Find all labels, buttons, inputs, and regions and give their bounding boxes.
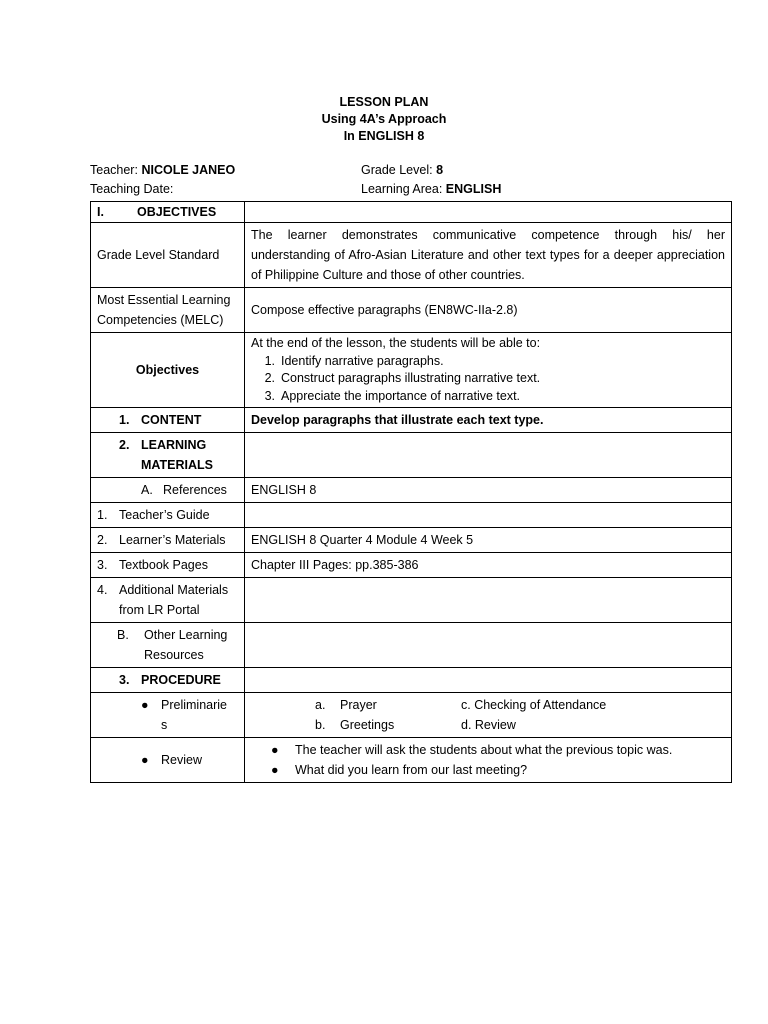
learning-materials-cell bbox=[91, 433, 245, 478]
ref-label: References bbox=[163, 483, 227, 497]
objectives-cell bbox=[245, 333, 732, 408]
grade-level-label: Grade Level: bbox=[361, 163, 433, 177]
preliminaries-cell bbox=[91, 693, 245, 738]
bullet-icon: ● bbox=[141, 753, 149, 767]
tb-num: 3. bbox=[97, 558, 108, 572]
learning-area-label: Learning Area: bbox=[361, 182, 443, 196]
am-label: Additional Materials from LR Portal bbox=[119, 583, 229, 617]
grade-level-line bbox=[361, 163, 443, 177]
ref-num: A. bbox=[141, 483, 153, 497]
list-item: 1. Identify narrative paragraphs. bbox=[264, 353, 444, 368]
textbook-pages-text: Chapter III Pages: pp.385-386 bbox=[245, 553, 732, 578]
list-item: 3. Appreciate the importance of narrative text. bbox=[264, 388, 521, 403]
table-row bbox=[91, 478, 732, 503]
prelim-label: Preliminaries bbox=[161, 698, 227, 732]
table-row bbox=[91, 578, 732, 623]
list-item: 2. Construct paragraphs illustrating narrative text. bbox=[264, 371, 541, 385]
doc-subtitle: Using 4A’s Approach bbox=[321, 112, 447, 126]
table-row bbox=[91, 333, 732, 408]
lmat-label: Learner’s Materials bbox=[119, 533, 226, 547]
teacher-label: Teacher: bbox=[90, 163, 138, 177]
objectives-num: I. bbox=[97, 205, 104, 219]
empty-cell bbox=[245, 668, 732, 693]
teaching-date-label: Teaching Date: bbox=[90, 182, 174, 196]
additional-materials-cell bbox=[91, 578, 245, 623]
table-row bbox=[91, 288, 732, 333]
teacher-line bbox=[90, 163, 235, 177]
tg-label: Teacher’s Guide bbox=[119, 508, 210, 522]
gls-label: Grade Level Standard bbox=[91, 223, 245, 288]
list-item: ● What did you learn from our last meeting? bbox=[271, 763, 528, 777]
list-item: ● The teacher will ask the students about what the previous topic was. bbox=[271, 743, 673, 757]
lmat-num: 2. bbox=[97, 533, 108, 547]
learners-materials-cell bbox=[91, 528, 245, 553]
melc-label: Most Essential Learning Competencies (MELC) bbox=[91, 288, 245, 333]
teachers-guide-cell bbox=[91, 503, 245, 528]
review-items bbox=[245, 738, 732, 783]
tg-num: 1. bbox=[97, 508, 108, 522]
textbook-pages-cell bbox=[91, 553, 245, 578]
doc-subject: In ENGLISH 8 bbox=[343, 129, 425, 143]
table-row bbox=[91, 223, 732, 288]
empty-cell bbox=[245, 578, 732, 623]
learners-materials-text: ENGLISH 8 Quarter 4 Module 4 Week 5 bbox=[245, 528, 732, 553]
objective-item: Appreciate the importance of narrative text. bbox=[281, 388, 521, 403]
table-row bbox=[91, 553, 732, 578]
content-label-cell bbox=[91, 408, 245, 433]
proc-label: PROCEDURE bbox=[141, 673, 221, 687]
objective-item: Construct paragraphs illustrating narrative text. bbox=[281, 371, 541, 385]
teacher-value: NICOLE JANEO bbox=[141, 163, 236, 177]
objective-item: Identify narrative paragraphs. bbox=[281, 353, 444, 368]
empty-cell bbox=[245, 503, 732, 528]
review-item: The teacher will ask the students about what the previous topic was. bbox=[295, 743, 673, 757]
content-text: Develop paragraphs that illustrate each text type. bbox=[245, 408, 732, 433]
table-row bbox=[91, 202, 732, 223]
teaching-date-line bbox=[90, 182, 173, 196]
table-row bbox=[91, 408, 732, 433]
lesson-plan-table bbox=[90, 201, 732, 783]
melc-text: Compose effective paragraphs (EN8WC-IIa-2.8) bbox=[245, 288, 732, 333]
content-label: CONTENT bbox=[141, 413, 202, 427]
grade-level-value: 8 bbox=[436, 163, 444, 177]
references-cell bbox=[91, 478, 245, 503]
review-item: What did you learn from our last meeting? bbox=[295, 763, 528, 777]
table-row bbox=[91, 668, 732, 693]
preliminaries-items bbox=[245, 693, 732, 738]
olr-label: Other Learning Resources bbox=[144, 628, 228, 662]
table-row bbox=[91, 693, 732, 738]
tb-label: Textbook Pages bbox=[119, 558, 208, 572]
content-num: 1. bbox=[119, 413, 130, 427]
table-row bbox=[91, 503, 732, 528]
procedure-cell bbox=[91, 668, 245, 693]
objectives-label: Objectives bbox=[91, 333, 245, 408]
objectives-head: OBJECTIVES bbox=[137, 205, 217, 219]
prelim-b-num: b. bbox=[315, 718, 326, 732]
references-text: ENGLISH 8 bbox=[245, 478, 732, 503]
table-row bbox=[91, 528, 732, 553]
prelim-c-text: c. Checking of Attendance bbox=[461, 698, 607, 712]
olr-num: B. bbox=[117, 628, 129, 642]
objectives-heading bbox=[91, 202, 245, 223]
table-row bbox=[91, 738, 732, 783]
prelim-b-text: Greetings bbox=[340, 718, 395, 732]
learning-area-line bbox=[361, 182, 501, 196]
doc-title: LESSON PLAN bbox=[339, 95, 429, 109]
lm-num: 2. bbox=[119, 438, 130, 452]
prelim-a-text: Prayer bbox=[340, 698, 377, 712]
objectives-list bbox=[251, 353, 725, 406]
review-cell bbox=[91, 738, 245, 783]
learning-area-value: ENGLISH bbox=[445, 182, 502, 196]
bullet-icon: ● bbox=[141, 698, 149, 712]
objectives-intro: At the end of the lesson, the students will be able to: bbox=[251, 336, 541, 350]
empty-cell bbox=[245, 433, 732, 478]
review-label: Review bbox=[161, 753, 202, 767]
table-row bbox=[91, 433, 732, 478]
prelim-a-num: a. bbox=[315, 698, 326, 712]
table-row bbox=[91, 623, 732, 668]
empty-cell bbox=[245, 202, 732, 223]
prelim-d-text: d. Review bbox=[461, 718, 516, 732]
other-resources-cell bbox=[91, 623, 245, 668]
gls-text: The learner demonstrates communicative competence through his/ her understanding of Afro-Asian Literature and other text types for a deeper appreciation of Philippine Culture and those of other countries. bbox=[245, 223, 732, 288]
lm-label: LEARNING MATERIALS bbox=[141, 438, 213, 472]
empty-cell bbox=[245, 623, 732, 668]
am-num: 4. bbox=[97, 583, 108, 597]
proc-num: 3. bbox=[119, 673, 130, 687]
